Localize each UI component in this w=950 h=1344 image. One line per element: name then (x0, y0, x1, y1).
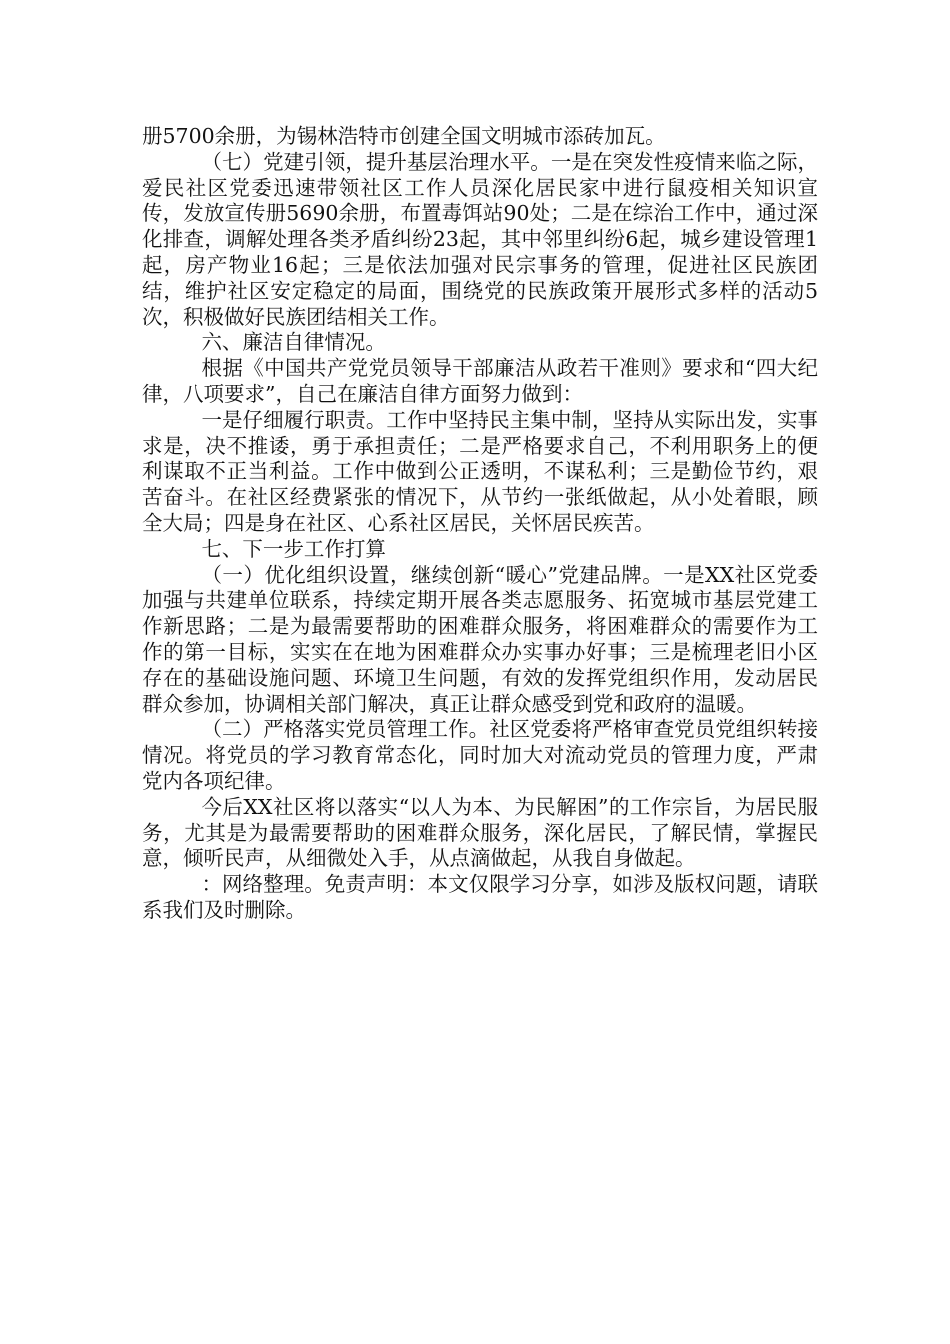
paragraph-party-building: （七）党建引领，提升基层治理水平。一是在突发性疫情来临之际，爱民社区党委迅速带领社区工作人员深化居民家中进行鼠疫相关知识宣传，发放宣传册5690余册，布置毒饵站90处；二是在综治工作中，通过深化排查，调解处理各类矛盾纠纷23起，其中邻里纠纷6起，城乡建设管理1起，房产物业16起；三是依法加强对民宗事务的管理，促进社区民族团结，维护社区安定稳定的局面，围绕党的民族政策开展形式多样的活动5次，积极做好民族团结相关工作。 (142, 149, 818, 329)
section-heading-next-steps: 七、下一步工作打算 (201, 536, 386, 561)
paragraph-next-step-two: （二）严格落实党员管理工作。社区党委将严格审查党员党组织转接情况。将党员的学习教育常态化，同时加大对流动党员的管理力度，严肃党内各项纪律。 (142, 717, 818, 793)
paragraph-disclaimer: ：网络整理。免责声明：本文仅限学习分享，如涉及版权问题，请联系我们及时删除。 (142, 872, 818, 922)
paragraph-continuation: 册5700余册，为锡林浩特市创建全国文明城市添砖加瓦。 (142, 124, 666, 148)
paragraph-next-step-one: （一）优化组织设置，继续创新“暖心”党建品牌。一是XX社区党委加强与共建单位联系，持续定期开展各类志愿服务、拓宽城市基层党建工作新思路；二是为最需要帮助的困难群众服务，将困难群众的需要作为工作的第一目标，实实在在地为困难群众办实事办好事；三是梳理老旧小区存在的基础设施问题、环境卫生问题，有效的发挥党组织作用，发动居民群众参加，协调相关部门解决，真正让群众感受到党和政府的温暖。 (142, 562, 818, 716)
paragraph-integrity-intro: 根据《中国共产党党员领导干部廉洁从政若干准则》要求和“四大纪律，八项要求”，自己在廉洁自律方面努力做到： (142, 356, 818, 406)
section-heading-integrity: 六、廉洁自律情况。 (201, 330, 386, 355)
document-body (142, 124, 818, 924)
paragraph-integrity-details: 一是仔细履行职责。工作中坚持民主集中制，坚持从实际出发，实事求是，决不推诿，勇于承担责任；二是严格要求自己，不利用职务上的便利谋取不正当利益。工作中做到公正透明，不谋私利；三是勤俭节约，艰苦奋斗。在社区经费紧张的情况下，从节约一张纸做起，从小处着眼，顾全大局；四是身在社区、心系社区居民，关怀居民疾苦。 (142, 407, 818, 535)
paragraph-conclusion: 今后XX社区将以落实“以人为本、为民解困”的工作宗旨，为居民服务，尤其是为最需要帮助的困难群众服务，深化居民，了解民情，掌握民意，倾听民声，从细微处入手，从点滴做起，从我自身做起。 (142, 794, 818, 871)
